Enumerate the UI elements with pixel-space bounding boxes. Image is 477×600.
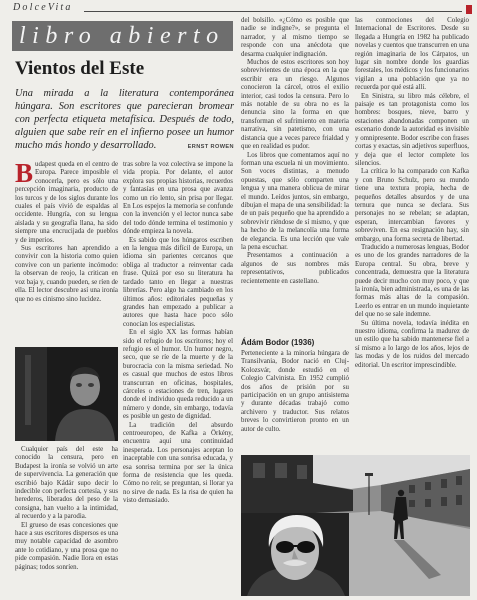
section-title: libro abierto	[19, 23, 225, 49]
paragraph: Cualquier país del este ha conocido la censura, pero en Budapest la ironía se volvió un arte de supervivencia. La generación que escribió bajo Kádár supo decir lo indecible con perfecta cortesía, y sus herederos, liberados del peso de la consigna, han vuelto a la intimidad, al recuerdo y a la parodia.	[15, 446, 118, 521]
paragraph: Sus escritores han aprendido a convivir con la historia como quien convive con un pariente incómodo: la observan de reojo, la critican en voz baja y, cuando pueden, se ríen de ella. El lector descubre así una ironía que no es cinismo sino lucidez.	[15, 245, 118, 303]
drop-cap: B	[15, 161, 34, 188]
header-rule	[84, 11, 462, 12]
paragraph: del bolsillo. «¿Cómo es posible que nadie se indigne?», se pregunta el narrador, y al mismo tiempo se responde con una anécdota que desarma cualquier indignación.	[241, 17, 349, 58]
column-3-bottom	[241, 350, 349, 451]
street-photo	[241, 455, 470, 596]
paragraph: Muchos de estos escritores son hoy sobrevivientes de una época en la que escribir era un riesgo. Algunos conocieron la cárcel, otros el exilio interior, casi todos la censura. Pero lo más notable de su obra no es la denuncia sino la forma en que transforman el sufrimiento en materia narrativa, sin patetismo, con una distancia que a veces parece frialdad y que en realidad es pudor.	[241, 59, 349, 151]
author-subhead: Ádám Bodor (1936)	[241, 338, 315, 347]
glasses-left	[276, 541, 294, 553]
glasses-right	[297, 541, 315, 553]
paragraph-text: udapest queda en el centro de Europa. Parece imposible el conocerla, pero es sólo una percepción imaginaria, producto de los turcos y de los siglos durante los cuales el país vivió de espaldas al occidente. Hungría, con su lengua aislada y su geografía llana, ha sido siempre una encrucijada de pueblos y de imperios.	[15, 161, 118, 244]
paragraph: Perteneciente a la minoría húngara de Transilvania, Bodor nació en Cluj-Kolozsvár, donde estudió en el Colegio Calvinista. En 1952 cumplió dos años de prisión por su participación en un grupo antisistema y durante décadas trabajó como archivero y traductor. Sus relatos breves lo convirtieron pronto en un autor de culto.	[241, 350, 349, 433]
paragraph: En Sinistra, su libro más célebre, el paisaje es tan protagonista como los hombres: bosques, nieve, barro y estaciones abandonadas componen un escenario donde la autoridad es invisible y omnipresente. Bodor escribe con frases cortas y exactas, sin adjetivos superfluos, y deja que el lector complete los silencios.	[355, 92, 469, 167]
column-1-top	[15, 161, 118, 344]
red-square-icon	[466, 5, 472, 14]
paragraph: Los libros que comentamos aquí no forman una escuela ni un movimiento. Son voces distintas, a menudo opuestas, que sólo comparten una lengua y una manera oblicua de mirar el mundo. Leídos juntos, sin embargo, dibujan el mapa de una sensibilidad: la de un país pequeño que ha aprendido a sobrevivir riéndose de sí mismo, y que ha hecho de la melancolía una forma de elegancia. Es una lección que vale la pena escuchar.	[241, 151, 349, 251]
column-3-top	[241, 17, 349, 335]
paragraph: Su última novela, todavía inédita en nuestro idioma, confirma la madurez de un estilo que ha sabido mantenerse fiel a sí mismo a lo largo de los años, lejos de las modas y de los ruidos del mercado editorial. Un escritor imprescindible.	[355, 319, 469, 369]
street-photo-image	[241, 455, 470, 596]
paragraph: Presentamos a continuación a algunos de sus nombres más representativos, publicados recientemente en castellano.	[241, 252, 349, 285]
paragraph: El grueso de esas concesiones que hace a sus escritores dispersos es una muy notable capacidad de asombro ante lo cotidiano, y una prosa que no pide compasión. Nadie llora en estas páginas; todos sonríen.	[15, 521, 118, 571]
magazine-name: DolceVita	[13, 2, 73, 13]
column-4	[355, 17, 469, 451]
section-banner	[12, 21, 233, 51]
article-byline: ERNST ROWEN	[187, 144, 234, 150]
paragraph: las conmociones del Colegio Internacional de Escritores. Desde su llegada a Hungría en 1982 ha publicado novelas y cuentos que transcurren en una región imaginaria de los Cárpatos, un lugar sin nombre donde los guardias forestales, los médicos y los funcionarios vigilan a una población que ya no recuerda por qué está allí.	[355, 17, 469, 92]
paragraph: tras sobre la voz colectiva se impone la vida propia. Por delante, el autor explora sus propias historias, recuerdos y fantasías en una prosa que avanza como un río lento, sin prisa por llegar. En Los espejos la memoria se confunde con la invención y el lector nunca sabe del todo dónde termina el testimonio y dónde empieza la novela.	[123, 161, 233, 236]
author-portrait	[241, 513, 349, 596]
column-2	[123, 161, 233, 596]
article-photo	[15, 347, 118, 441]
article-dek: Una mirada a la literatura contemporánea húngara. Son escritores que parecieran bromear con perfecta etiqueta metafísica. Después de todo, alguien que sabe reír en el infierno posee un humor mucho más hondo y desarrollado.	[15, 88, 234, 151]
paragraph: En el siglo XX las formas habían sido el refugio de los escritores; hoy el refugio es el humor. Un humor negro, seco, que se ríe de la muerte y de la burocracia con la misma seriedad. No es casual que muchos de estos libros transcurran en oficinas, hospitales, cárceles o estaciones de tren, lugares donde el individuo queda reducido a un número y donde, sin embargo, todavía es posible un gesto de dignidad.	[123, 329, 233, 421]
paragraph: La tradición del absurdo centroeuropeo, de Kafka a Örkény, encuentra aquí una continuidad inesperada. Los personajes aceptan lo inaceptable con una sonrisa educada, y esa sonrisa termina por ser la única forma de resistencia que les queda. Cómo no reír, se preguntan, si llorar ya no sirve de nada. Es la risa de quien ha visto demasiado.	[123, 421, 233, 505]
article-photo-image	[15, 347, 118, 441]
paragraph: Es sabido que los húngaros escriben en la lengua más difícil de Europa, un idioma sin parientes cercanos que obliga al traductor a reinventar cada frase. Quizá por eso su literatura ha tardado tanto en llegar a nuestras librerías. Pero algo ha cambiado en los últimos años: editoriales pequeñas y grandes han empezado a publicar a autores que hasta hace poco sólo conocían los especialistas.	[123, 236, 233, 328]
column-1-bottom	[15, 446, 118, 596]
paragraph: La crítica lo ha comparado con Kafka y con Bruno Schulz, pero su mundo tiene una textura propia, hecha de pequeños detalles absurdos y de una ternura que nunca se declara. Sus personajes no se rebelan; se adaptan, esperan, intercambian favores y sobreviven. En esa resignación hay, sin embargo, una forma secreta de libertad.	[355, 168, 469, 243]
paragraph: Traducido a numerosas lenguas, Bodor es uno de los grandes narradores de la Europa central. Su obra, breve y concentrada, demuestra que la literatura puede decir mucho con muy poco, y que la ironía, bien administrada, es una de las formas más altas de la compasión. Leerlo es entrar en un mundo inquietante del que no se sale indemne.	[355, 243, 469, 319]
article-title: Vientos del Este	[15, 58, 145, 79]
paragraph	[15, 161, 118, 245]
